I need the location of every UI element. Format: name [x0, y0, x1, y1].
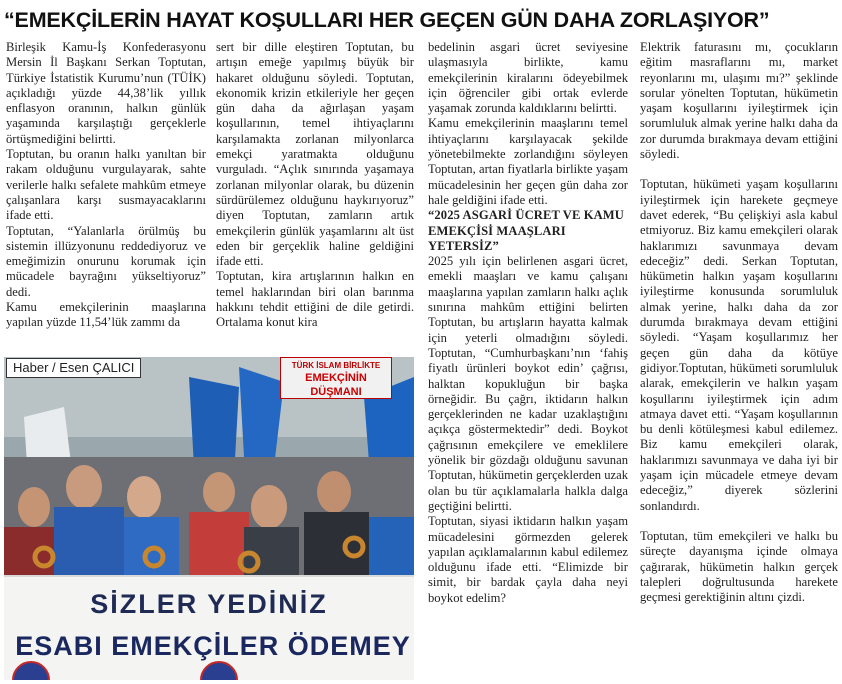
paragraph: Kamu emekçilerinin maaşlarını temel ihtiyaçlarını karşılayacak şekilde yönetebilmekte zorlandığını söyleyen Toptutan, artan fiyatlarla birlikte yaşam mücadelesinin her geçen gün daha zor hale geldiğini ifade etti. — [428, 116, 628, 207]
protest-photo — [4, 357, 414, 680]
union-logo-icon — [12, 661, 50, 680]
paragraph: Birleşik Kamu-İş Konfederasyonu Mersin İl Başkanı Serkan Toptutan, Türkiye İstatistik Kurumu’nun (TÜİK) açıkladığı yüzde 44,38’lik yıllık enflasyon oranının, halkın günlük yaşamında karşılaştığı gerçeklerle örtüşmediğini belirtti. — [6, 40, 206, 146]
sign-line-1: TÜRK İSLAM BİRLİKTE — [291, 361, 381, 370]
paragraph: Toptutan, kira artışlarının halkın en temel haklarından biri olan barınma hakkını tehdit ettiğini de dile getirdi. Ortalama konut kira — [216, 269, 414, 330]
subheading: “2025 ASGARİ ÜCRET VE KAMU EMEKÇİSİ MAAŞLARI YETERSİZ” — [428, 208, 624, 253]
column-3 — [428, 40, 628, 682]
paragraph: Toptutan, “Yalanlarla örülmüş bu sistemin illüzyonunu reddediyoruz ve emeğimizin onurunu korumak için mücadele bayrağını yükseltiyoruz” dedi. — [6, 223, 206, 299]
paragraph: Toptutan, hükümeti yaşam koşullarını iyileştirmek için harekete geçmeye davet ederek, “Bu çelişkiyi asla kabul etmiyoruz. Biz kamu emekçileri olarak haklarımızı savunmaya devam edeceğiz” dedi. Serkan Toptutan, hükümetin halkın yaşam koşullarını iyileştirme konusunda sorumluluk almak yerine, halkı daha da zor durumda bırakmaya devam ettiğini söyledi. “Yaşam koşullarımız her geçen gün daha da kötüye gidiyor.Toptutan, hükümeti sorumluluk alarak, emekçilerin ve halkın yaşam koşullarını iyileştirmek için adım atmaya davet etti. “Yaşam koşullarının bu denli kötüleşmesi kabul edilemez. Biz kamu emekçileri olarak, haklarımızı savunmaya ve daha iyi bir yaşam için mücadele etmeye devam edeceğiz,” diyerek sözlerini sonlandırdı. — [640, 177, 838, 513]
sign-line-2: EMEKÇİNİN DÜŞMANI — [305, 372, 367, 398]
photo-credit: Haber / Esen ÇALICI — [6, 358, 141, 378]
column-2 — [216, 40, 414, 354]
paragraph: sert bir dille eleştiren Toptutan, bu artışın emeğe yapılmış büyük bir hakaret olduğunu söyledi. Toptutan, ekonomik krizin etkileriyle her geçen gün daha da ağırlaşan yaşam koşullarının, temel ihtiyaçlarını karşılamakta zorlanan milyonlarca emekçi yaratmakta olduğunu vurguladı. “Açlık sınırında yaşamaya zorlanan milyonlar olarak, bu düzenin sürdürülemez olduğunu haykırıyoruz” diyen Toptutan, zamların artık emekçilerin günlük yaşamlarını alt üst eden bir gerçeklik haline geldiğini ifade etti. — [216, 40, 414, 269]
paragraph: 2025 yılı için belirlenen asgari ücret, emekli maaşları ve kamu çalışanı maaşlarına yapılan zamların halkı açlık sınırına mahkûm ettiğini belirten Toptutan, bu artışların hayatta kalmak için yeterli olmadığını söyledi. Toptutan, “Cumhurbaşkanı’nın ‘fahiş fiyatlı ürünleri boykot edin’ çağrısı, halktan kopukluğun bir başka örneğidir. Bu çağrı, iktidarın halkın gerçeklerinden ne kadar uzaklaştığını açıkça göstermektedir” dedi. Boykot çağrısının emekçilere ve emeklilere yönelik bir gözdağı olduğunu savunan Toptutan, hükümetin gerçeklerden uzak olan bu tür açıklamalarla halkla dalga geçtiğini belirtti. — [428, 254, 628, 513]
article-headline: “EMEKÇİLERİN HAYAT KOŞULLARI HER GEÇEN GÜN DAHA ZORLAŞIYOR” — [4, 8, 770, 32]
paragraph-gap — [640, 514, 838, 529]
paragraph: Toptutan, bu oranın halkı yanıltan bir rakam olduğunu vurgulayarak, sahte verilerle halkı sefalete mahkûm etmeye çalışanlara karşı susmayacaklarını ifade etti. — [6, 147, 206, 223]
paragraph: bedelinin asgari ücret seviyesine ulaşmasıyla birlikte, kamu emekçilerinin kiralarını ödeyebilmek için öğrenciler gibi ortak evlerde yaşamak zorunda kaldıklarını belirtti. — [428, 40, 628, 116]
protest-banner — [4, 575, 414, 680]
column-1 — [6, 40, 206, 354]
paragraph: Toptutan, tüm emekçileri ve halkı bu süreçte dayanışma içinde olmaya çağırarak, hükümetin halkın gerçek talepleri doğrultusunda harekete geçmesi gerektiğinin altını çizdi. — [640, 528, 838, 605]
union-logo-icon — [200, 661, 238, 680]
banner-line-2: ESABI EMEKÇİLER ÖDEMEY — [15, 631, 411, 661]
column-4 — [640, 40, 838, 682]
paragraph: Toptutan, siyasi iktidarın halkın yaşam mücadelesini görmezden gelerek yapılan açıklamalarının kabul edilemez olduğunu ifade etti. “Elimizde bir simit, bir bardak çayla daha neyi boykot edelim? — [428, 514, 628, 605]
banner-line-1: SİZLER YEDİNİZ — [90, 589, 328, 619]
paragraph: Elektrik faturasını mı, çocukların eğitim masraflarını mı, market reyonlarını mı, ulaşımı mı?” şeklinde sorular yönelten Toptutan, hükümetin yaşam koşullarını iyileştirmek için sorumluluk almak yerine halkı daha da zor durumda bırakmaya devam ettiğini söyledi. — [640, 40, 838, 162]
paragraph: Kamu emekçilerinin maaşlarına yapılan yüzde 11,54’lük zammı da — [6, 300, 206, 330]
protest-sign — [280, 357, 392, 399]
paragraph-gap — [640, 162, 838, 177]
